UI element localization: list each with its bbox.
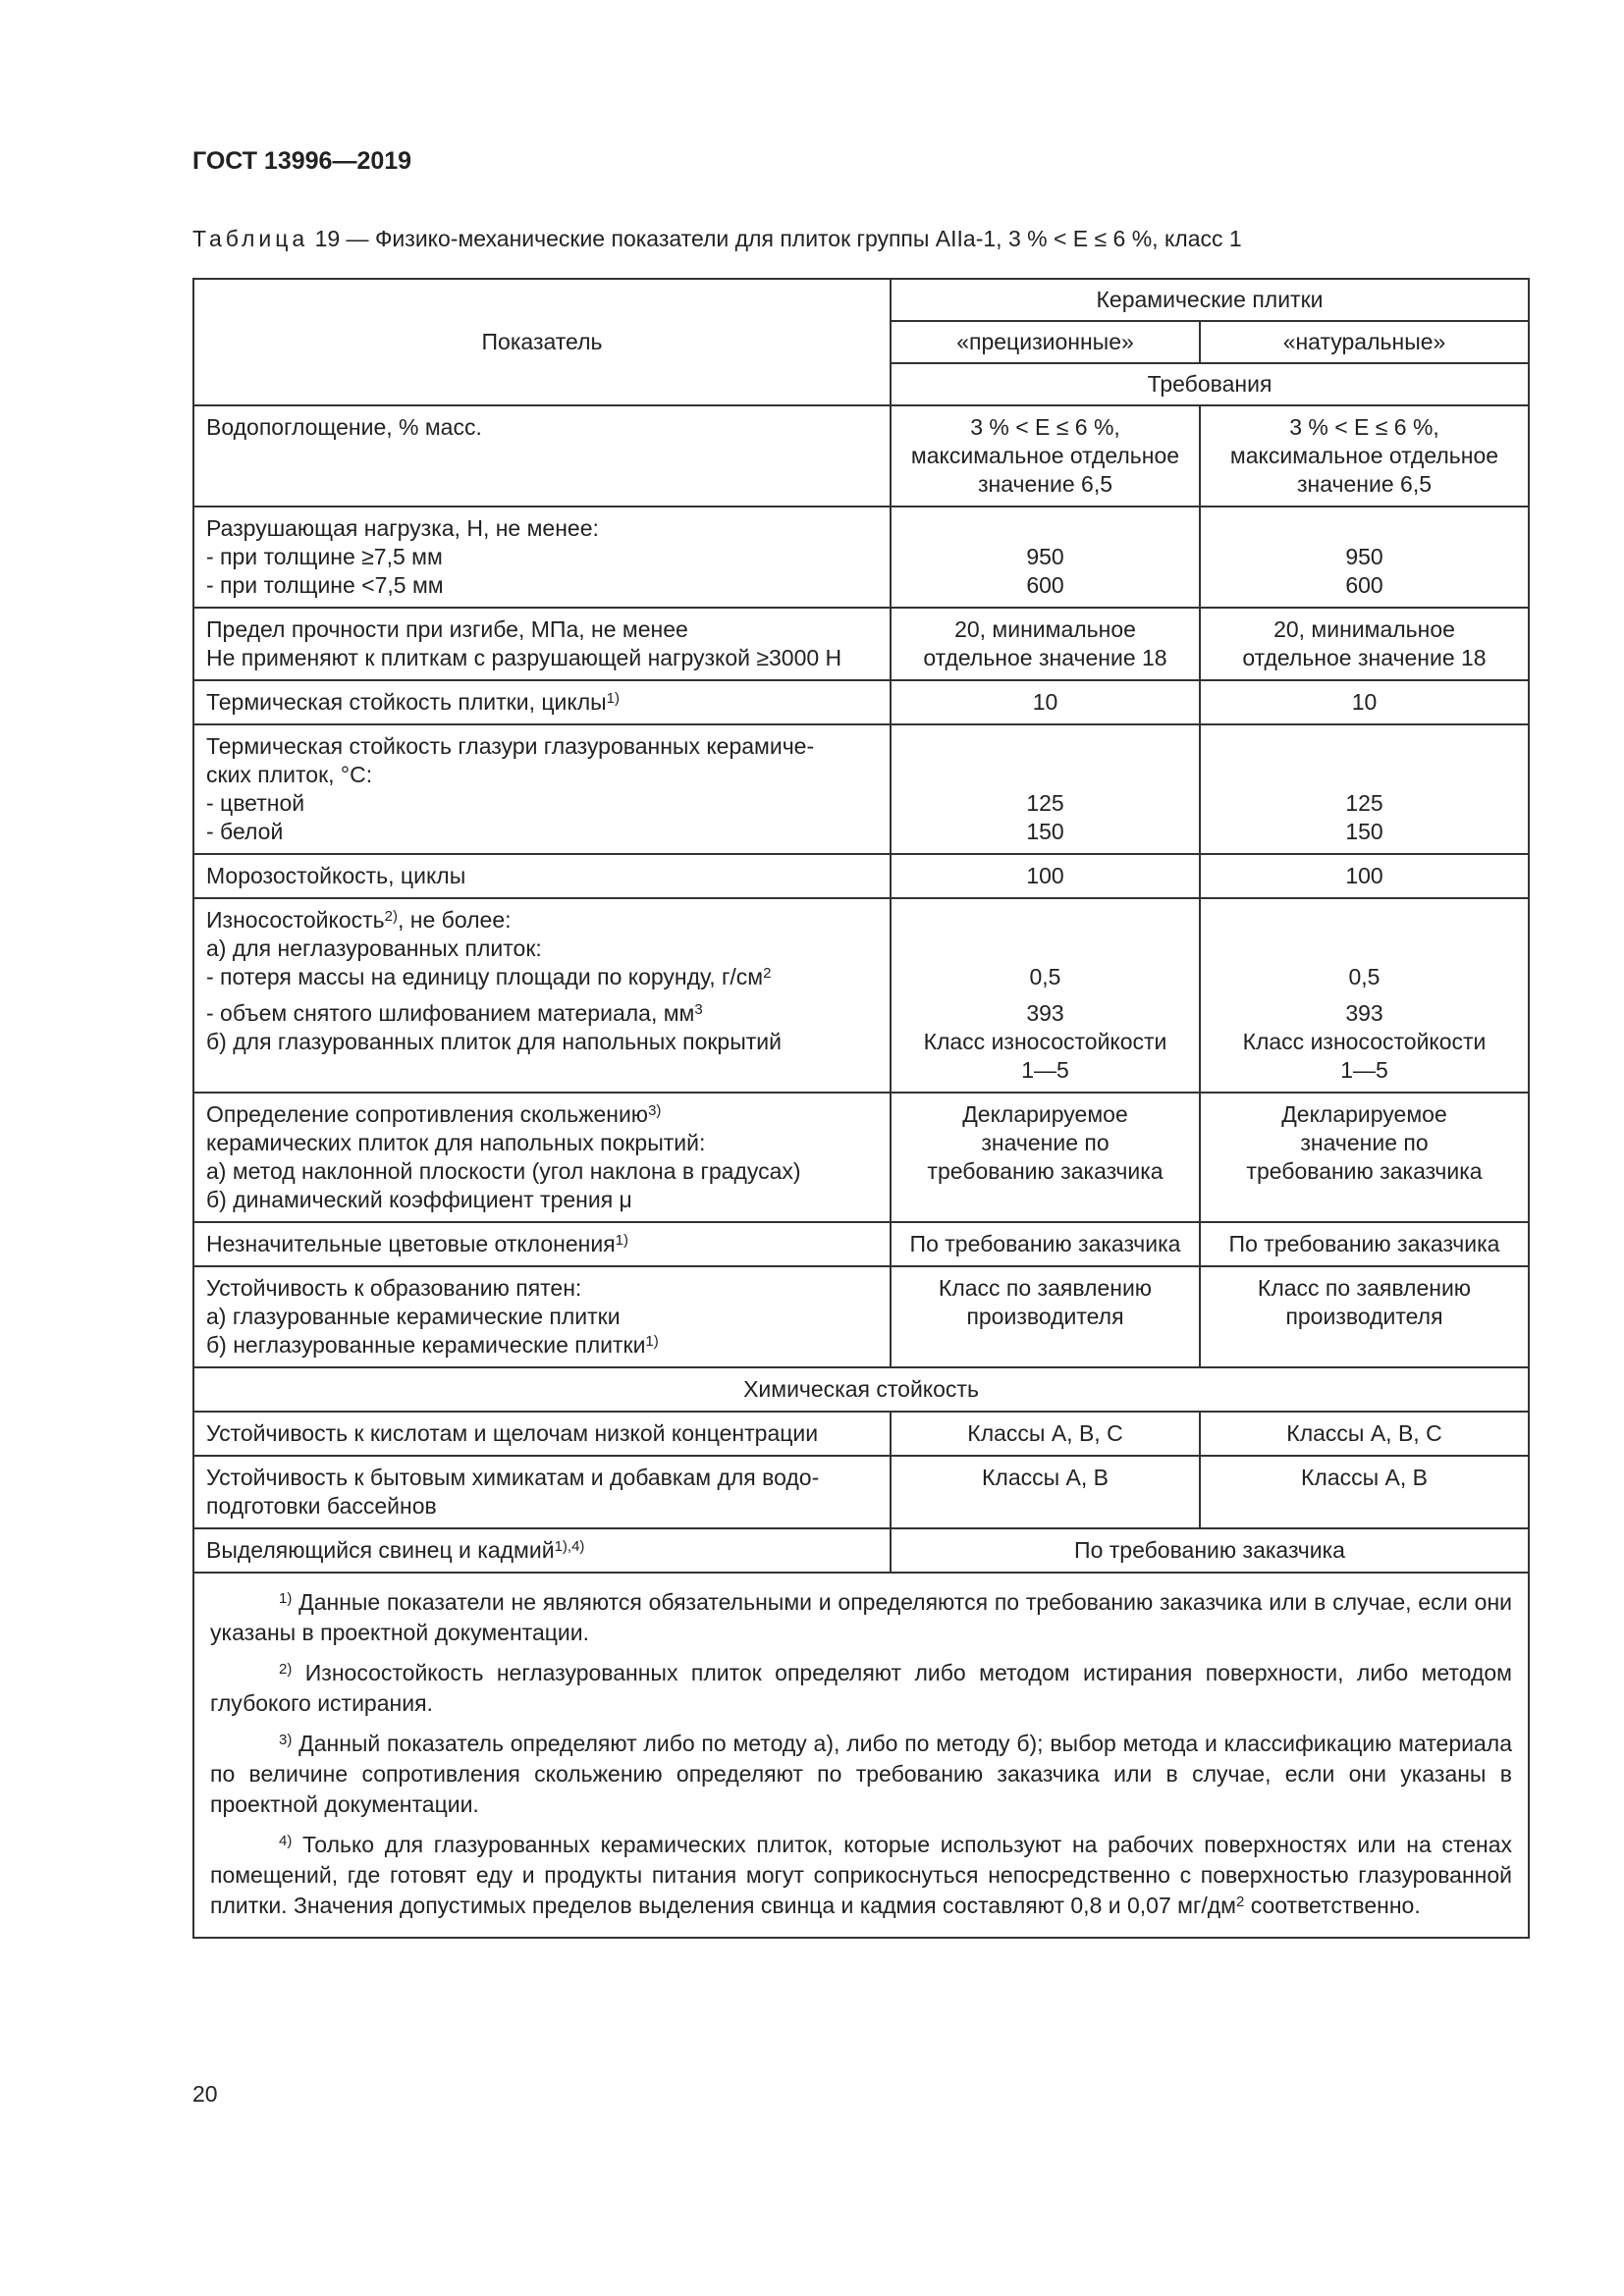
header-ceramic-tiles: Керамические плитки [891, 279, 1529, 321]
footnote-ref: 1) [615, 1232, 628, 1249]
row-label: Устойчивость к образованию пятен: а) глазурованные керамические плитки б) неглазурованные керамические плитки$^{1)}$ [193, 1266, 891, 1367]
footnote-1: $^{1)}$ Данные показатели не являются обязательными и определяются по требованию заказчика или в случае, если они указаны в проектной документации. [210, 1589, 1512, 1645]
row-label: Устойчивость к бытовым химикатам и добавкам для водо- подготовки бассейнов [193, 1456, 891, 1528]
footnote-ref: 1),4) [554, 1538, 585, 1555]
row-value-natural: Класс по заявлению производителя [1200, 1266, 1529, 1367]
row-label: Водопоглощение, % масс. [193, 405, 891, 507]
table-row [193, 507, 1529, 608]
row-value-precision: 20, минимальное отдельное значение 18 [891, 608, 1200, 680]
row-value-natural: 0,5 393 Класс износостойкости 1—5 [1200, 898, 1529, 1093]
table-header-row [193, 279, 1529, 321]
row-label: Морозостойкость, циклы [193, 854, 891, 898]
table-caption-text: 19 — Физико-механические показатели для плиток группы AIIa-1, 3 % < E ≤ 6 %, класс 1 [308, 226, 1242, 251]
footnote-ref: 1) [645, 1333, 659, 1350]
row-label: Износостойкость$^{2)}$, не более: а) для неглазурованных плиток: - потеря массы на единицу площади по корунду, $г/см^2$ - объем снятого шлифованием материала, $мм^3$ б) для глазурованных плиток для напольных покрытий [193, 898, 891, 1093]
table-row [193, 1528, 1529, 1573]
footnote-ref: 2) [384, 908, 399, 925]
table-row [193, 1266, 1529, 1367]
row-value-precision: Класс по заявлению производителя [891, 1266, 1200, 1367]
table-row [193, 724, 1529, 854]
row-label: Предел прочности при изгибе, МПа, не менее Не применяют к плиткам с разрушающей нагрузкой ≥3000 Н [193, 608, 891, 680]
document-code: ГОСТ 13996—2019 [192, 147, 412, 175]
table-row [193, 1093, 1529, 1222]
row-value-precision: 950 600 [891, 507, 1200, 608]
row-value-natural: Классы А, В [1200, 1456, 1529, 1528]
row-value-merged: По требованию заказчика [891, 1528, 1529, 1573]
section-chemical-resistance: Химическая стойкость [193, 1367, 1529, 1412]
row-value-precision: 100 [891, 854, 1200, 898]
footnote-3: $^{3)}$ Данный показатель определяют либо по методу а), либо по методу б); выбор метода и классификацию материала по величине сопротивления скольжению определяют по требованию заказчика или в случае, если они указаны в проектной документации. [210, 1731, 1512, 1817]
row-label: Определение сопротивления скольжению$^{3)}$ керамических плиток для напольных покрытий: а) метод наклонной плоскости (угол наклона в градусах) б) динамический коэффициент трения μ [193, 1093, 891, 1222]
row-value-precision: Классы А, В [891, 1456, 1200, 1528]
row-value-precision: Классы А, В, С [891, 1412, 1200, 1456]
properties-table [192, 278, 1530, 1939]
table-caption-prefix: Таблица [192, 226, 309, 251]
row-value-precision: Декларируемое значение по требованию заказчика [891, 1093, 1200, 1222]
row-label: Выделяющийся свинец и кадмий$^{1),4)}$ [193, 1528, 891, 1573]
table-section-row [193, 1367, 1529, 1412]
row-value-natural: 3 % < E ≤ 6 %, максимальное отдельное значение 6,5 [1200, 405, 1529, 507]
row-value-natural: 100 [1200, 854, 1529, 898]
row-value-natural: 125 150 [1200, 724, 1529, 854]
row-value-natural: 950 600 [1200, 507, 1529, 608]
row-label: Термическая стойкость глазури глазурованных керамиче- ских плиток, °С: - цветной - белой [193, 724, 891, 854]
row-value-natural: Декларируемое значение по требованию заказчика [1200, 1093, 1529, 1222]
header-indicator: Показатель [193, 279, 891, 405]
header-requirements: Требования [891, 363, 1529, 405]
row-value-natural: По требованию заказчика [1200, 1222, 1529, 1266]
row-value-precision: 125 150 [891, 724, 1200, 854]
table-notes-row [193, 1573, 1529, 1938]
table-row [193, 608, 1529, 680]
row-label: Устойчивость к кислотам и щелочам низкой концентрации [193, 1412, 891, 1456]
row-label: Разрушающая нагрузка, Н, не менее: - при толщине ≥7,5 мм - при толщине <7,5 мм [193, 507, 891, 608]
row-value-precision: 0,5 393 Класс износостойкости 1—5 [891, 898, 1200, 1093]
header-natural: «натуральные» [1200, 321, 1529, 363]
table-row [193, 1412, 1529, 1456]
header-precision: «прецизионные» [891, 321, 1200, 363]
footnote-ref: 3) [648, 1102, 662, 1119]
footnote-4: $^{4)}$ Только для глазурованных керамических плиток, которые используют на рабочих поверхностях или на стенах помещений, где готовят еду и продукты питания могут соприкоснуться непосредственно с поверхностью глазурованной плитки. Значения допустимых пределов выделения свинца и кадмия составляют 0,8 и 0,07 $мг/дм^2$ соответственно. [210, 1832, 1512, 1918]
table-notes [193, 1573, 1529, 1938]
footnote-ref: 1) [606, 690, 620, 707]
row-value-natural: Классы А, В, С [1200, 1412, 1529, 1456]
row-label: Незначительные цветовые отклонения$^{1)}$ [193, 1222, 891, 1266]
table-row [193, 854, 1529, 898]
row-value-precision: 3 % < E ≤ 6 %, максимальное отдельное значение 6,5 [891, 405, 1200, 507]
row-value-natural: 10 [1200, 680, 1529, 724]
table-row [193, 898, 1529, 1093]
row-value-natural: 20, минимальное отдельное значение 18 [1200, 608, 1529, 680]
footnote-2: $^{2)}$ Износостойкость неглазурованных плиток определяют либо методом истирания поверхности, либо методом глубокого истирания. [210, 1660, 1512, 1716]
row-label: Термическая стойкость плитки, циклы$^{1)}$ [193, 680, 891, 724]
row-value-precision: 10 [891, 680, 1200, 724]
table-caption [192, 226, 1242, 252]
row-value-precision: По требованию заказчика [891, 1222, 1200, 1266]
table-row [193, 405, 1529, 507]
table-row [193, 1456, 1529, 1528]
table-row [193, 680, 1529, 724]
table-row [193, 1222, 1529, 1266]
page-number: 20 [192, 2081, 218, 2107]
